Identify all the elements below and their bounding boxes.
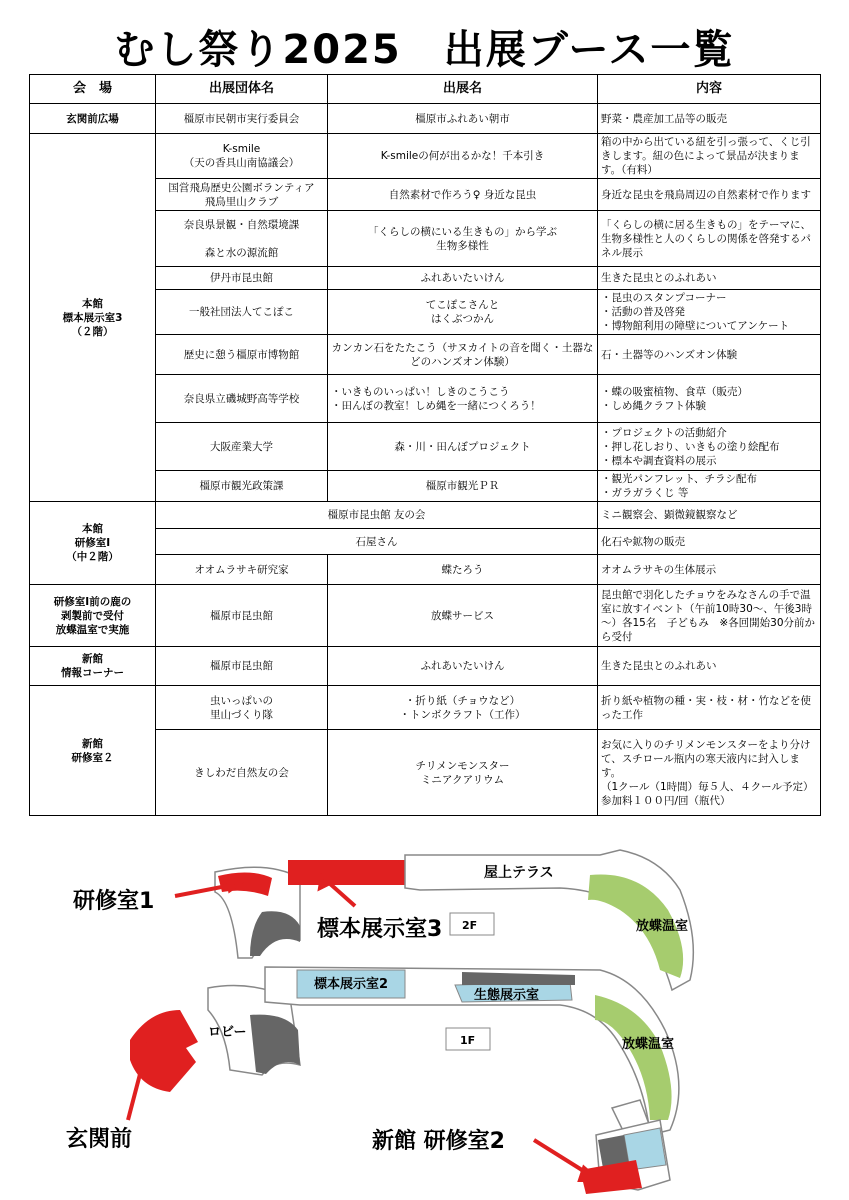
- map-label-hyohon3: 標本展示室3: [317, 917, 443, 942]
- exhibit-cell: K-smileの何が出るかな！千本引き: [328, 134, 598, 179]
- merged-org-cell: 石屋さん: [156, 529, 598, 555]
- content-cell: ・蝶の吸蜜植物、食草（販売） ・しめ縄クラフト体験: [598, 375, 821, 423]
- exhibit-cell: 放蝶サービス: [328, 585, 598, 647]
- map-label-hocho-2f: 放蝶温室: [636, 919, 689, 934]
- column-header: 内容: [598, 75, 821, 104]
- venue-cell: 新館 情報コーナー: [30, 647, 156, 686]
- venue-cell: 新館 研修室２: [30, 686, 156, 816]
- org-cell: 国営飛鳥歴史公園ボランティア 飛鳥里山クラブ: [156, 179, 328, 211]
- exhibit-cell: ・いきものいっぱい！しきのこうこう ・田んぼの教室！しめ縄を一緒につくろう！: [328, 375, 598, 423]
- floor-1f: [130, 967, 679, 1194]
- arrow-hyohon3: [328, 882, 355, 906]
- org-cell: 虫いっぱいの 里山づくり隊: [156, 686, 328, 730]
- map-label-okujo: 屋上テラス: [484, 865, 554, 881]
- content-cell: ・観光パンフレット、チラシ配布 ・ガラガラくじ 等: [598, 471, 821, 502]
- map-label-hocho-1f: 放蝶温室: [622, 1037, 675, 1052]
- org-cell: 橿原市昆虫館: [156, 647, 328, 686]
- org-cell: きしわだ自然友の会: [156, 730, 328, 816]
- exhibit-cell: ふれあいたいけん: [328, 267, 598, 290]
- content-cell: 石・土器等のハンズオン体験: [598, 335, 821, 375]
- exhibit-cell: てこぽこさんと はくぶつかん: [328, 290, 598, 335]
- exhibit-cell: カンカン石をたたこう（サヌカイトの音を聞く・土器などのハンズオン体験）: [328, 335, 598, 375]
- org-cell: K-smile （天の香具山南協議会）: [156, 134, 328, 179]
- content-cell: ・プロジェクトの活動紹介 ・押し花しおり、いきもの塗り絵配布 ・標本や調査資料の展示: [598, 423, 821, 471]
- map-label-lobby: ロビー: [208, 1025, 247, 1040]
- venue-cell: 玄関前広場: [30, 104, 156, 134]
- venue-cell: 研修室Ⅰ前の鹿の 剥製前で受付 放蝶温室で実施: [30, 585, 156, 647]
- column-header: 会 場: [30, 75, 156, 104]
- column-header: 出展名: [328, 75, 598, 104]
- content-cell: 昆虫館で羽化したチョウをみなさんの手で温室に放すイベント（午前10時30～、午後3時～）各15名 子どもみ ※各回開始30分前から受付: [598, 585, 821, 647]
- org-cell: 歴史に憩う橿原市博物館: [156, 335, 328, 375]
- content-cell: 生きた昆虫とのふれあい: [598, 267, 821, 290]
- floor-map: [0, 830, 849, 1200]
- exhibit-cell: 橿原市ふれあい朝市: [328, 104, 598, 134]
- exhibit-cell: 蝶たろう: [328, 555, 598, 585]
- table-row: [30, 585, 821, 647]
- map-label-kenshu1: 研修室1: [73, 889, 155, 914]
- venue-cell: 本館 標本展示室3 （２階）: [30, 134, 156, 502]
- content-cell: 「くらしの横に居る生きもの」をテーマに、生物多様性と人のくらしの関係を啓発するパネル展示: [598, 211, 821, 267]
- table-row: [30, 647, 821, 686]
- content-cell: オオムラサキの生体展示: [598, 555, 821, 585]
- org-cell: 橿原市昆虫館: [156, 585, 328, 647]
- org-cell: 橿原市観光政策課: [156, 471, 328, 502]
- exhibit-cell: チリメンモンスター ミニアクアリウム: [328, 730, 598, 816]
- map-label-1f: 1F: [460, 1034, 476, 1047]
- table-header-row: [30, 75, 821, 104]
- map-label-shinkan: 新館 研修室2: [372, 1129, 505, 1154]
- booth-table: [29, 74, 821, 816]
- map-label-2f: 2F: [462, 919, 478, 932]
- table-row: [30, 104, 821, 134]
- content-cell: お気に入りのチリメンモンスターをより分けて、スチロール瓶内の寒天液内に封入します。 （1クール（1時間）毎５人、４クール予定） 参加料１００円/回（瓶代）: [598, 730, 821, 816]
- map-label-seitai: 生態展示室: [474, 988, 540, 1003]
- org-cell: オオムラサキ研究家: [156, 555, 328, 585]
- exhibit-cell: 自然素材で作ろう♀ 身近な昆虫: [328, 179, 598, 211]
- map-label-hyohon2: 標本展示室2: [314, 977, 389, 992]
- map-label-genkan: 玄関前: [66, 1127, 133, 1152]
- org-cell: 大阪産業大学: [156, 423, 328, 471]
- table-row: [30, 686, 821, 730]
- content-cell: 折り紙や植物の種・実・枝・材・竹などを使った工作: [598, 686, 821, 730]
- org-cell: 奈良県景観・自然環境課 森と水の源流館: [156, 211, 328, 267]
- content-cell: 野菜・農産加工品等の販売: [598, 104, 821, 134]
- content-cell: 身近な昆虫を飛鳥周辺の自然素材で作ります: [598, 179, 821, 211]
- content-cell: 箱の中から出ている紐を引っ張って、くじ引きします。紐の色によって景品が決まります。（有料）: [598, 134, 821, 179]
- venue-cell: 本館 研修室Ⅰ （中２階）: [30, 502, 156, 585]
- exhibit-cell: ふれあいたいけん: [328, 647, 598, 686]
- page-title: むし祭り2025 出展ブース一覧: [114, 27, 735, 73]
- merged-org-cell: 橿原市昆虫館 友の会: [156, 502, 598, 529]
- content-cell: 生きた昆虫とのふれあい: [598, 647, 821, 686]
- table-row: [30, 502, 821, 529]
- org-cell: 橿原市民朝市実行委員会: [156, 104, 328, 134]
- exhibit-cell: 森・川・田んぼプロジェクト: [328, 423, 598, 471]
- org-cell: 奈良県立磯城野高等学校: [156, 375, 328, 423]
- org-cell: 一般社団法人てこぽこ: [156, 290, 328, 335]
- content-cell: 化石や鉱物の販売: [598, 529, 821, 555]
- content-cell: ・昆虫のスタンプコーナー ・活動の普及啓発 ・博物館利用の障壁についてアンケート: [598, 290, 821, 335]
- hyohon3-room: [288, 860, 420, 885]
- exhibit-cell: 「くらしの横にいる生きもの」から学ぶ 生物多様性: [328, 211, 598, 267]
- exhibit-cell: ・折り紙（チョウなど） ・トンボクラフト（工作）: [328, 686, 598, 730]
- exhibit-cell: 橿原市観光ＰＲ: [328, 471, 598, 502]
- content-cell: ミニ観察会、顕微鏡観察など: [598, 502, 821, 529]
- org-cell: 伊丹市昆虫館: [156, 267, 328, 290]
- column-header: 出展団体名: [156, 75, 328, 104]
- table-row: [30, 134, 821, 179]
